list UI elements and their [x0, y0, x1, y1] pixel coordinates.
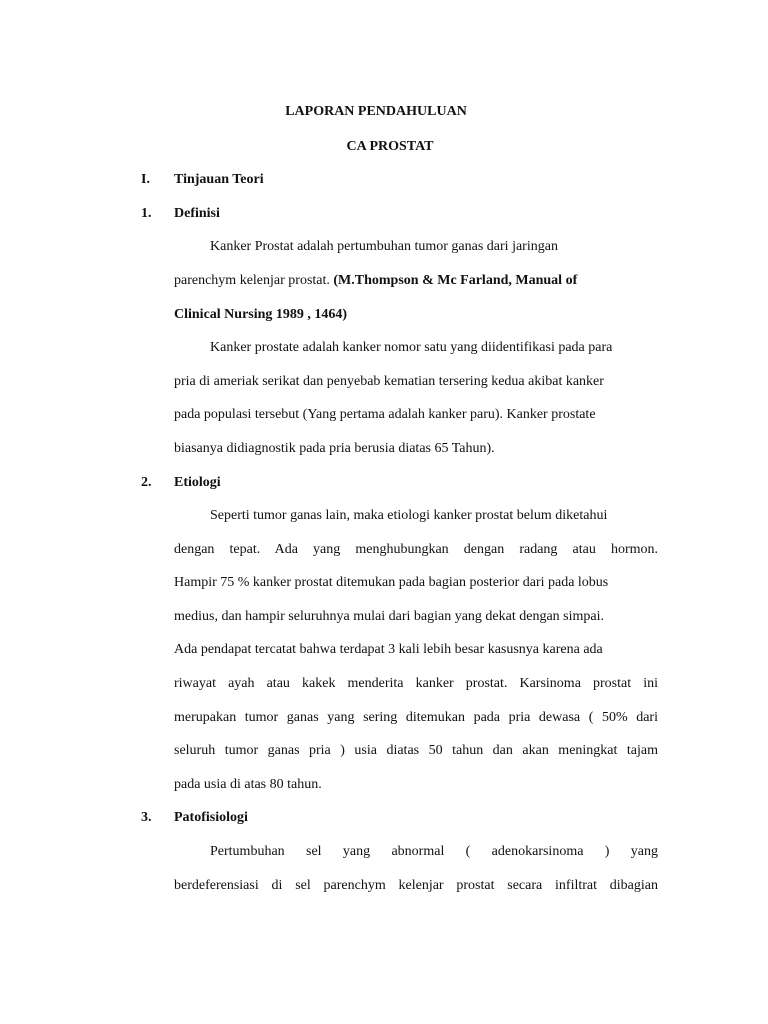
section-3-heading: Patofisiologi: [174, 810, 248, 825]
paragraph-line: biasanya didiagnostik pada pria berusia diatas 65 Tahun).: [174, 441, 495, 456]
paragraph-line: Kanker prostate adalah kanker nomor satu yang diidentifikasi pada para: [210, 340, 613, 355]
section-I-heading: Tinjauan Teori: [174, 172, 264, 187]
section-1-number: 1.: [141, 206, 152, 221]
paragraph-line: pria di ameriak serikat dan penyebab kematian tersering kedua akibat kanker: [174, 374, 604, 389]
section-I-number: I.: [141, 172, 150, 187]
paragraph-line: riwayat ayah atau kakek menderita kanker prostat. Karsinoma prostat ini: [174, 676, 658, 691]
citation: (M.Thompson & Mc Farland, Manual of: [333, 273, 578, 288]
section-2-number: 2.: [141, 475, 152, 490]
paragraph-line: Seperti tumor ganas lain, maka etiologi kanker prostat belum diketahui: [210, 508, 608, 523]
section-3-number: 3.: [141, 810, 152, 825]
section-1-heading: Definisi: [174, 206, 220, 221]
paragraph-line: medius, dan hampir seluruhnya mulai dari bagian yang dekat dengan simpai.: [174, 609, 604, 624]
paragraph-line: pada usia di atas 80 tahun.: [174, 777, 322, 792]
document-title: LAPORAN PENDAHULUAN: [285, 104, 467, 119]
paragraph-line: seluruh tumor ganas pria ) usia diatas 50 tahun dan akan meningkat tajam: [174, 743, 658, 758]
paragraph-line: Kanker Prostat adalah pertumbuhan tumor ganas dari jaringan: [210, 239, 558, 254]
section-2-heading: Etiologi: [174, 475, 221, 490]
paragraph-line: berdeferensiasi di sel parenchym kelenjar prostat secara infiltrat dibagian: [174, 878, 658, 893]
document-subtitle: CA PROSTAT: [346, 139, 434, 154]
citation: Clinical Nursing 1989 , 1464): [174, 307, 348, 322]
paragraph-line: merupakan tumor ganas yang sering ditemukan pada pria dewasa ( 50% dari: [174, 710, 658, 725]
paragraph-line: Pertumbuhan sel yang abnormal ( adenokarsinoma ) yang: [210, 844, 658, 859]
paragraph-line: Hampir 75 % kanker prostat ditemukan pada bagian posterior dari pada lobus: [174, 575, 609, 590]
paragraph-line: dengan tepat. Ada yang menghubungkan dengan radang atau hormon.: [174, 542, 658, 557]
paragraph-line: pada populasi tersebut (Yang pertama adalah kanker paru). Kanker prostate: [174, 407, 596, 422]
paragraph-text: parenchym kelenjar prostat.: [174, 273, 334, 288]
paragraph-line: Ada pendapat tercatat bahwa terdapat 3 kali lebih besar kasusnya karena ada: [174, 642, 603, 657]
paragraph-line: [174, 272, 577, 290]
